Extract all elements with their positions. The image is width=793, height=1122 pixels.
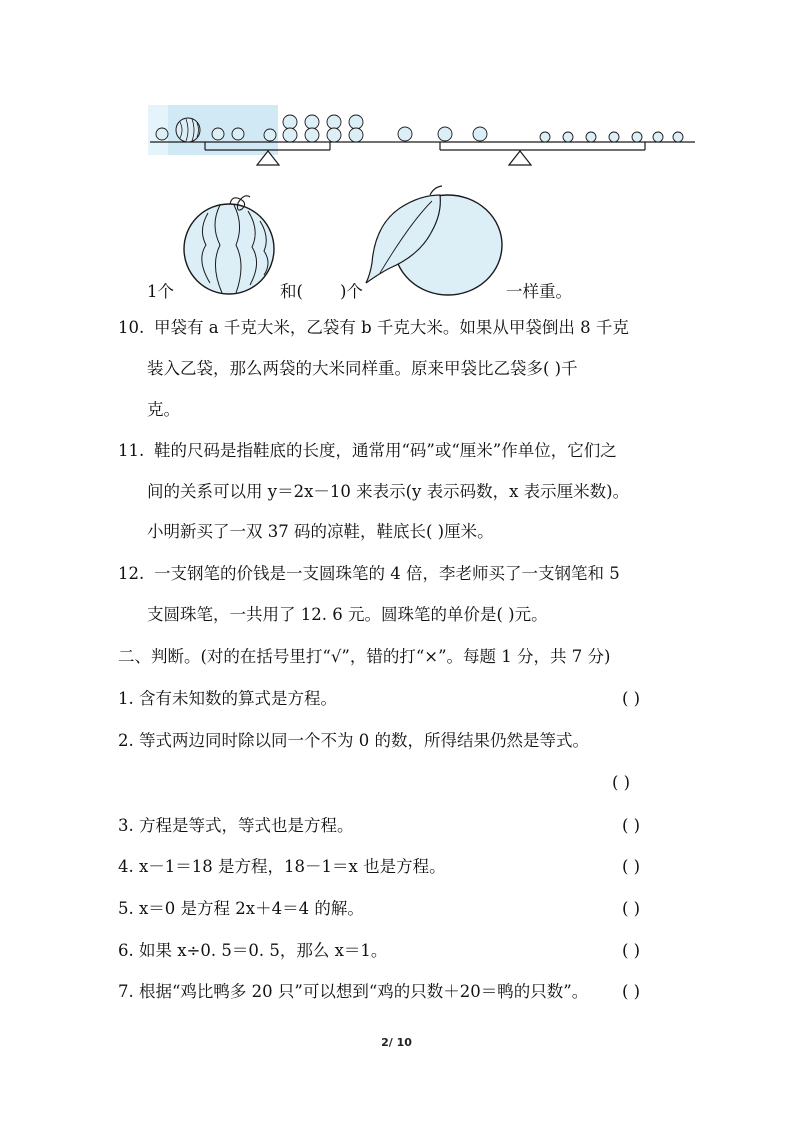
compare-mid: 和( [280, 282, 303, 301]
section-2-title: 二、判断。(对的在括号里打“√”，错的打“×”。每题 1 分，共 7 分) [118, 647, 611, 666]
watermelon-icon [180, 185, 280, 300]
balance-scales-figure [140, 100, 700, 180]
judge-item-4: 4. x－1＝18 是方程，18－1＝x 也是方程。 [118, 857, 446, 876]
judge-item-1: 1. 含有未知数的算式是方程。 [118, 689, 337, 708]
question-11-line-1: 鞋的尺码是指鞋底的长度，通常用“码”或“厘米”作单位，它们之 [154, 441, 617, 460]
judge-item-2: 2. 等式两边同时除以同一个不为 0 的数，所得结果仍然是等式。 [118, 731, 589, 750]
compare-after-blank: )个 [340, 282, 363, 301]
judge-answer-1[interactable]: ( ) [622, 689, 641, 708]
judge-item-6: 6. 如果 x÷0. 5＝0. 5，那么 x＝1。 [118, 941, 388, 960]
question-10-number: 10. [118, 318, 145, 337]
judge-answer-4[interactable]: ( ) [622, 857, 641, 876]
orange-icon [540, 132, 683, 142]
judge-answer-7[interactable]: ( ) [622, 982, 641, 1001]
apple-icon [398, 127, 487, 141]
orange-icon [264, 115, 363, 142]
judge-answer-2[interactable]: ( ) [612, 773, 631, 792]
judge-item-7: 7. 根据“鸡比鸭多 20 只”可以想到“鸡的只数＋20＝鸭的只数”。 [118, 982, 589, 1001]
question-11-line-3: 小明新买了一双 37 码的凉鞋，鞋底长( )厘米。 [147, 522, 494, 541]
compare-suffix: 一样重。 [506, 282, 572, 301]
judge-answer-3[interactable]: ( ) [622, 816, 641, 835]
question-12-line-2: 支圆珠笔，一共用了 12. 6 元。圆珠笔的单价是( )元。 [147, 605, 548, 624]
judge-item-3: 3. 方程是等式，等式也是方程。 [118, 816, 354, 835]
orange-with-leaf-icon [360, 183, 510, 298]
judge-item-5: 5. x＝0 是方程 2x＋4＝4 的解。 [118, 899, 364, 918]
question-11-line-2: 间的关系可以用 y＝2x－10 来表示(y 表示码数，x 表示厘米数)。 [147, 482, 630, 501]
judge-answer-5[interactable]: ( ) [622, 899, 641, 918]
question-10-line-2: 装入乙袋，那么两袋的大米同样重。原来甲袋比乙袋多( )千 [147, 359, 578, 378]
question-10-line-1: 甲袋有 a 千克大米，乙袋有 b 千克大米。如果从甲袋倒出 8 千克 [154, 318, 629, 337]
right-balance-scale [390, 142, 695, 165]
question-10-line-3: 克。 [147, 400, 180, 419]
compare-prefix: 1个 [147, 282, 174, 301]
question-11-number: 11. [118, 441, 145, 460]
watermelon-icon [176, 118, 200, 142]
page-number: 2/ 10 [381, 1036, 412, 1049]
judge-answer-6[interactable]: ( ) [622, 941, 641, 960]
question-12-number: 12. [118, 564, 145, 583]
question-12-line-1: 一支钢笔的价钱是一支圆珠笔的 4 倍，李老师买了一支钢笔和 5 [154, 564, 620, 583]
